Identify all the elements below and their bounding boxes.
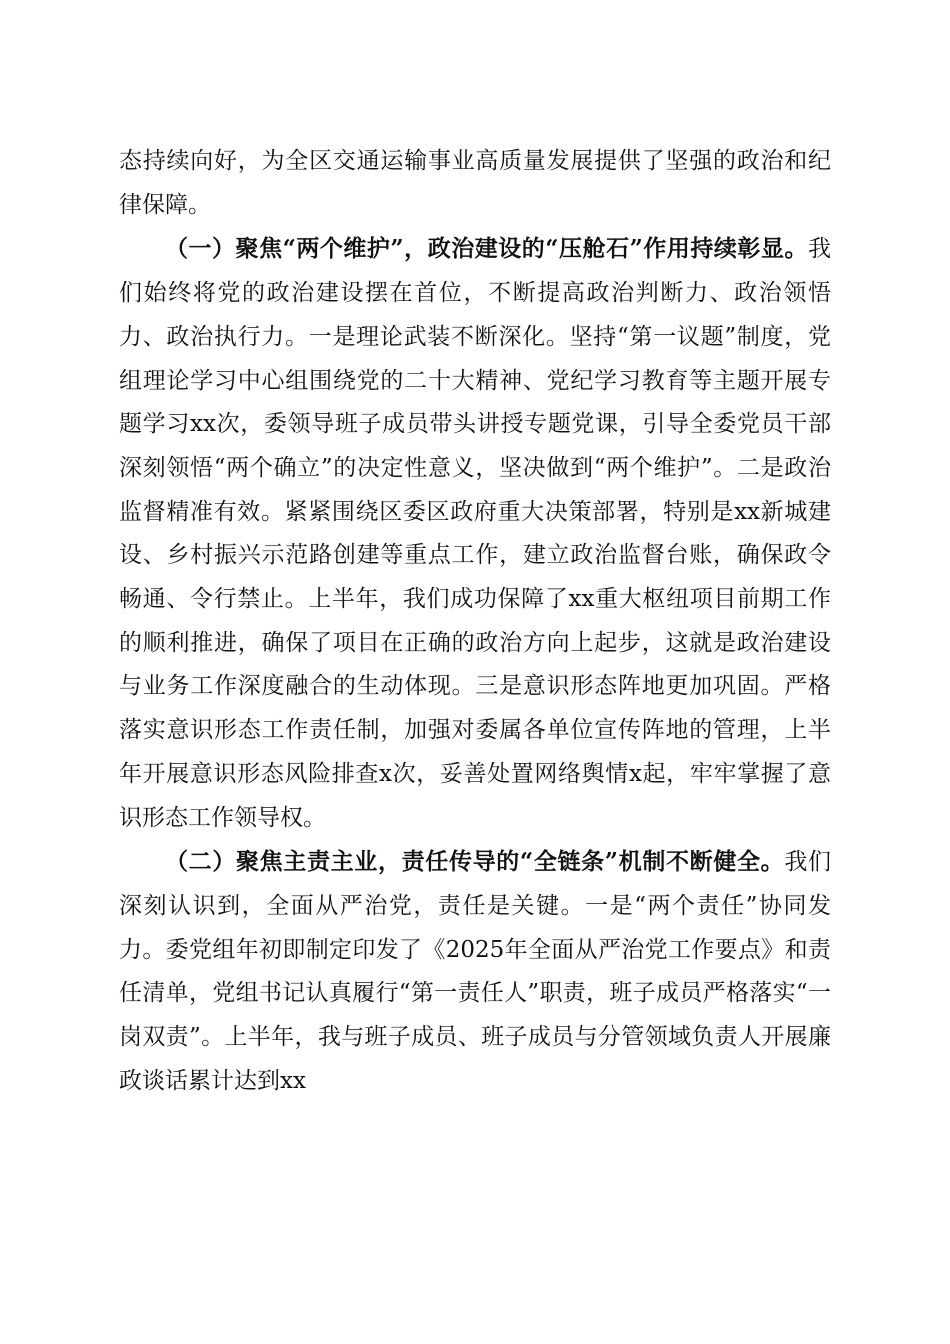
paragraph-body: 态持续向好，为全区交通运输事业高质量发展提供了坚强的政治和纪律保障。 xyxy=(119,148,831,218)
document-page xyxy=(119,140,831,1103)
paragraph-body: 我们始终将党的政治建设摆在首位，不断提高政治判断力、政治领悟力、政治执行力。一是理论武装不断深化。坚持“第一议题”制度，党组理论学习中心组围绕党的二十大精神、党纪学习教育等主题开展专题学习xx次，委领导班子成员带头讲授专题党课，引导全委党员干部深刻领悟“两个确立”的决定性意义，坚决做到“两个维护”。二是政治监督精准有效。紧紧围绕区委区政府重大决策部署，特别是xx新城建设、乡村振兴示范路创建等重点工作，建立政治监督台账，确保政令畅通、令行禁止。上半年，我们成功保障了xx重大枢纽项目前期工作的顺利推进，确保了项目在正确的政治方向上起步，这就是政治建设与业务工作深度融合的生动体现。三是意识形态阵地更加巩固。严格落实意识形态工作责任制，加强对委属各单位宣传阵地的管理，上半年开展意识形态风险排查x次，妥善处置网络舆情x起，牢牢掌握了意识形态工作领导权。 xyxy=(119,236,831,831)
paragraph-continuation xyxy=(119,140,831,227)
paragraph-body: 我们深刻认识到，全面从严治党，责任是关键。一是“两个责任”协同发力。委党组年初即制定印发了《2025年全面从严治党工作要点》和责任清单，党组书记认真履行“第一责任人”职责，班子成员严格落实“一岗双责”。上半年，我与班子成员、班子成员与分管领域负责人开展廉政谈话累计达到xx xyxy=(119,849,831,1094)
section-heading: （二）聚焦主责主业，责任传导的“全链条”机制不断健全。 xyxy=(165,848,785,876)
paragraph-section-1 xyxy=(119,227,831,840)
section-heading: （一）聚焦“两个维护”，政治建设的“压舱石”作用持续彰显。 xyxy=(165,235,808,263)
paragraph-section-2 xyxy=(119,840,831,1103)
